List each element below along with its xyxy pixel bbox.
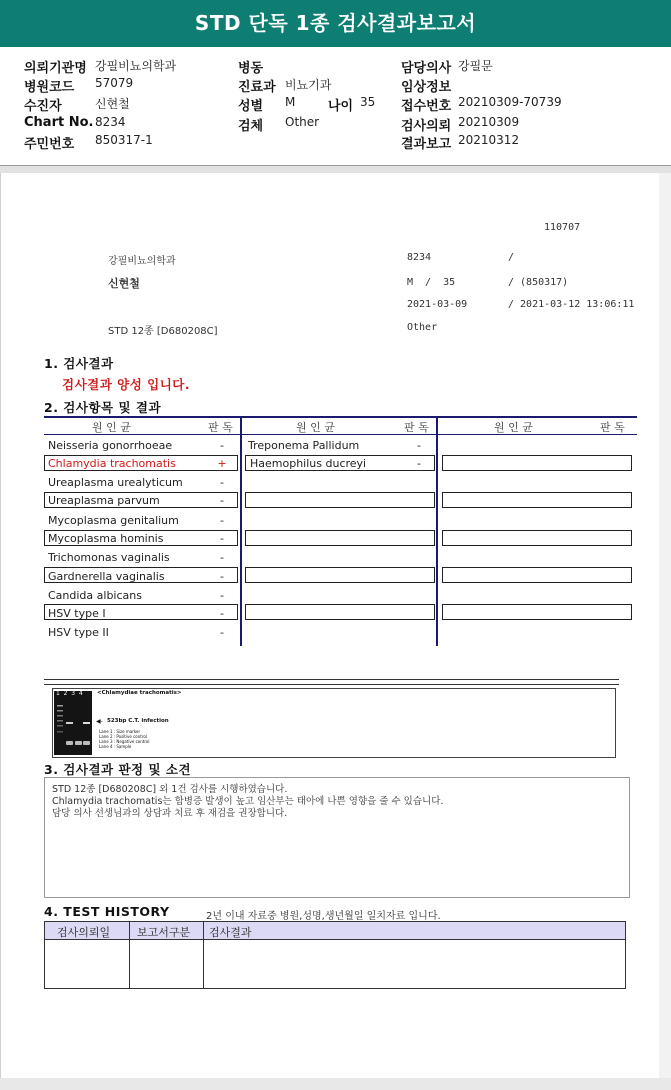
- report-chart: 8234: [407, 252, 432, 263]
- organism-name: Ureaplasma urealyticum: [48, 476, 183, 489]
- organism-result: -: [220, 589, 224, 602]
- column-divider: [240, 418, 242, 646]
- opinion-box: [44, 777, 630, 898]
- section4-heading: 4. TEST HISTORY: [44, 904, 170, 919]
- col2-result-header: 판 독: [404, 421, 429, 434]
- value-request-date: 20210309: [458, 115, 520, 129]
- history-col-divider: [129, 922, 130, 988]
- report-patient: 신현철: [108, 277, 140, 290]
- label-chart-no: Chart No.: [24, 115, 94, 130]
- organism-name: HSV type II: [48, 626, 109, 639]
- opinion-line: STD 12종 [D680208C] 외 1건 검사를 시행하였습니다.: [52, 784, 288, 795]
- label-hospital-code: 병원코드: [24, 80, 75, 95]
- value-report-date: 20210312: [458, 133, 520, 147]
- value-patient: 신현철: [95, 97, 130, 111]
- organism-name: Candida albicans: [48, 589, 142, 602]
- report-sex-age: M / 35: [407, 277, 456, 288]
- organism-name: Trichomonas vaginalis: [48, 551, 170, 564]
- gel-legend-lane1: Lane 1 : Size marker: [99, 729, 141, 734]
- opinion-text: [52, 784, 443, 820]
- opinion-line: Chlamydia trachomatis는 합병증 발생이 높고 임산부는 태아에 나쁜 영향을 줄 수 있습니다.: [52, 796, 444, 807]
- empty-result-box: [442, 455, 632, 471]
- label-request-date: 검사의뢰: [401, 119, 452, 134]
- history-header-row: [45, 922, 625, 940]
- empty-result-box: [442, 492, 632, 508]
- divider-line: [44, 684, 619, 685]
- empty-result-box: [245, 604, 435, 620]
- organism-name: Gardnerella vaginalis: [48, 570, 165, 583]
- report-received-date: 2021-03-09: [407, 299, 468, 310]
- label-requesting-hospital: 의뢰기관명: [24, 61, 87, 76]
- value-chart-no: 8234: [95, 115, 126, 129]
- label-ward: 병동: [238, 61, 264, 76]
- label-specimen: 검체: [238, 119, 264, 134]
- section2-heading: 2. 검사항목 및 결과: [44, 400, 162, 415]
- value-requesting-hospital: 강필비뇨의학과: [95, 59, 177, 73]
- empty-result-box: [245, 492, 435, 508]
- report-birth: / (850317): [508, 277, 569, 288]
- value-doctor: 강필문: [458, 59, 493, 73]
- report-title: STD 단독 1종 검사결과보고서: [0, 0, 671, 47]
- empty-result-box: [442, 567, 632, 583]
- organism-result: -: [220, 514, 224, 527]
- history-col-divider: [203, 922, 204, 988]
- separator: [0, 166, 671, 173]
- history-col-request-date: 검사의뢰일: [57, 926, 111, 939]
- organism-name: Treponema Pallidum: [248, 439, 360, 452]
- report-reported-time: / 2021-03-12 13:06:11: [508, 299, 635, 310]
- history-note: 2년 이내 자료중 병원,성명,생년월일 일치자료 입니다.: [206, 911, 441, 922]
- label-receipt-number: 접수번호: [401, 99, 452, 114]
- gel-legend-lane2: Lane 2 : Positive control: [99, 734, 147, 739]
- col1-organism-header: 원 인 균: [92, 421, 131, 434]
- label-age: 나이: [328, 99, 354, 114]
- organism-result-positive: +: [217, 457, 227, 470]
- gel-legend-lane4: Lane 4 : Sample: [99, 744, 132, 749]
- results-table-header: [44, 416, 637, 435]
- report-hospital: 강필비뇨의학과: [108, 256, 176, 267]
- value-resident-number: 850317-1: [95, 133, 153, 147]
- label-clinical-info: 임상정보: [401, 80, 452, 95]
- organism-result: -: [220, 439, 224, 452]
- organism-result: -: [220, 494, 224, 507]
- organism-name-positive: Chlamydia trachomatis: [48, 457, 176, 470]
- opinion-line: 담당 의사 선생님과의 상담과 치료 후 재검을 권장합니다.: [52, 808, 288, 819]
- empty-result-box: [245, 567, 435, 583]
- label-report-date: 결과보고: [401, 137, 452, 152]
- organism-result: -: [417, 457, 421, 470]
- value-receipt-number: 20210309-70739: [458, 95, 562, 109]
- value-department: 비뇨기과: [285, 78, 332, 92]
- organism-name: HSV type I: [48, 607, 106, 620]
- test-history-table: [44, 921, 626, 989]
- history-col-result: 검사결과: [209, 926, 252, 939]
- empty-result-box: [442, 604, 632, 620]
- organism-name: Haemophilus ducreyi: [250, 457, 367, 470]
- col2-organism-header: 원 인 균: [296, 421, 335, 434]
- column-divider: [436, 418, 438, 646]
- organism-name: Mycoplasma hominis: [48, 532, 164, 545]
- report-specimen: Other: [407, 322, 438, 333]
- label-doctor: 담당의사: [401, 61, 452, 76]
- gel-image: [54, 691, 92, 755]
- empty-result-box: [245, 530, 435, 546]
- gel-arrow: ◀-: [96, 718, 103, 725]
- col3-result-header: 판 독: [600, 421, 625, 434]
- report-test-code: STD 12종 [D680208C]: [108, 326, 218, 337]
- value-specimen: Other: [285, 115, 320, 129]
- organism-result: -: [220, 476, 224, 489]
- value-hospital-code: 57079: [95, 76, 134, 90]
- organism-result: -: [220, 570, 224, 583]
- label-resident-number: 주민번호: [24, 137, 75, 152]
- gel-legend-lane3: Lane 3 : Negative control: [99, 739, 150, 744]
- value-sex: M: [285, 95, 296, 109]
- gel-lane-numbers: 1 2 3 4: [56, 690, 83, 697]
- gel-band-label: 523bp C.T. infection: [107, 718, 169, 724]
- col1-result-header: 판 독: [208, 421, 233, 434]
- gel-title: <Chlamydiae trachomatis>: [97, 690, 182, 696]
- patient-header: [0, 47, 671, 166]
- section3-heading: 3. 검사결과 판정 및 소견: [44, 762, 192, 777]
- result-positive-text: 검사결과 양성 입니다.: [62, 377, 191, 392]
- organism-name: Neisseria gonorrhoeae: [48, 439, 173, 452]
- organism-result: -: [220, 551, 224, 564]
- scroll-gutter: [658, 173, 671, 1078]
- col3-organism-header: 원 인 균: [494, 421, 533, 434]
- report-slash: /: [508, 252, 515, 263]
- organism-result: -: [417, 439, 421, 452]
- organism-result: -: [220, 626, 224, 639]
- label-sex: 성별: [238, 99, 264, 114]
- organism-result: -: [220, 532, 224, 545]
- value-age: 35: [360, 95, 376, 109]
- report-code: 110707: [544, 222, 581, 233]
- label-department: 진료과: [238, 80, 276, 95]
- history-col-report-type: 보고서구분: [137, 926, 191, 939]
- gel-electrophoresis-figure: [52, 688, 616, 758]
- organism-name: Ureaplasma parvum: [48, 494, 160, 507]
- section1-heading: 1. 검사결과: [44, 356, 114, 371]
- divider-line: [44, 679, 619, 680]
- empty-result-box: [442, 530, 632, 546]
- organism-result: -: [220, 607, 224, 620]
- bottom-gutter: [0, 1078, 671, 1090]
- organism-name: Mycoplasma genitalium: [48, 514, 179, 527]
- label-patient: 수진자: [24, 99, 62, 114]
